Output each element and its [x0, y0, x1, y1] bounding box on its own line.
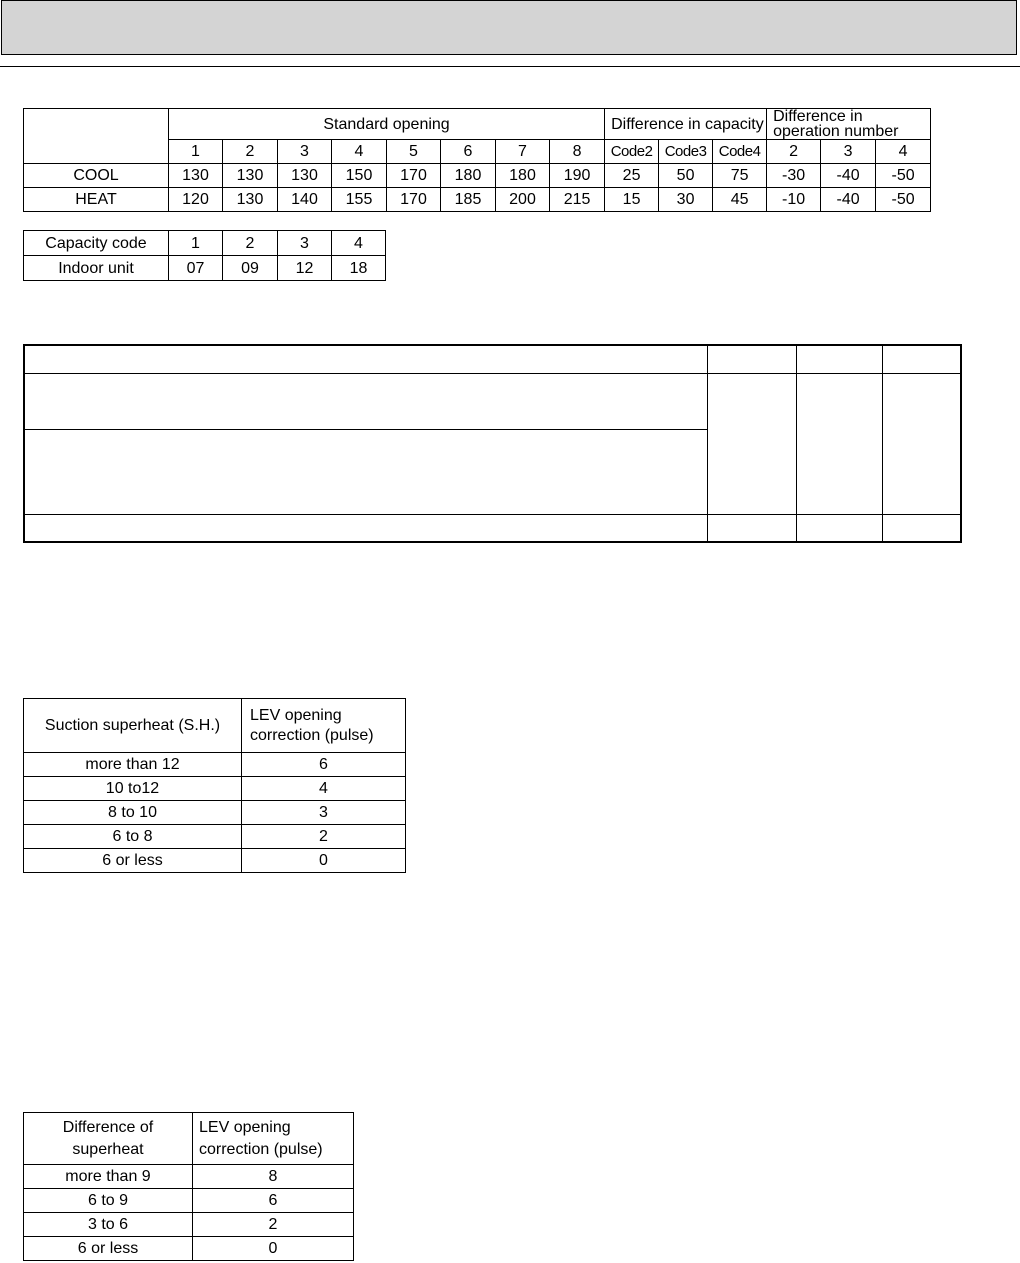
cell: 10 to12: [24, 777, 242, 801]
table-row: [24, 753, 406, 777]
capacity-diff-header: Difference in capacity: [605, 109, 767, 140]
cell: 6 to 8: [24, 825, 242, 849]
table-row: [24, 849, 406, 873]
cell: 3: [242, 801, 406, 825]
cell: 18: [332, 256, 386, 281]
cell: 130: [278, 164, 332, 188]
cell: 6 or less: [24, 849, 242, 873]
cell: more than 9: [24, 1165, 193, 1189]
cell: 30: [659, 188, 713, 212]
empty-cell: [882, 514, 961, 542]
empty-cell: [882, 345, 961, 373]
empty-cell: [796, 514, 882, 542]
cell: -40: [821, 164, 876, 188]
operation-diff-header: Difference in operation number: [767, 109, 931, 140]
cell: 6 or less: [24, 1237, 193, 1261]
cell: 180: [496, 164, 550, 188]
empty-cell: [24, 429, 707, 514]
empty-cell: [796, 345, 882, 373]
table-row: [24, 825, 406, 849]
col-header: 7: [496, 140, 550, 164]
cell: 6: [242, 753, 406, 777]
cell: 45: [713, 188, 767, 212]
cell: 15: [605, 188, 659, 212]
col-header: Suction superheat (S.H.): [24, 699, 242, 753]
cell: 4: [332, 231, 386, 256]
cell: 2: [223, 231, 278, 256]
empty-cell: [707, 514, 796, 542]
col-header: Code3: [659, 140, 713, 164]
cell: 190: [550, 164, 605, 188]
cell: 155: [332, 188, 387, 212]
cell: 75: [713, 164, 767, 188]
suction-superheat-table: [23, 698, 406, 873]
col-header: 3: [278, 140, 332, 164]
cell: 185: [441, 188, 496, 212]
col-header: 3: [821, 140, 876, 164]
empty-grid-table: [23, 344, 962, 543]
cell: 09: [223, 256, 278, 281]
cell: 140: [278, 188, 332, 212]
cell: 4: [242, 777, 406, 801]
col-header: 1: [169, 140, 223, 164]
table-row: [24, 188, 931, 212]
cell: 1: [169, 231, 223, 256]
table-row: [24, 1213, 354, 1237]
table-row: [24, 231, 386, 256]
col-header: 2: [767, 140, 821, 164]
col-header: 2: [223, 140, 278, 164]
cell: 6: [193, 1189, 354, 1213]
cell: 170: [387, 188, 441, 212]
table-row: [24, 801, 406, 825]
cell: 50: [659, 164, 713, 188]
empty-cell: [796, 373, 882, 514]
row-label: Indoor unit: [24, 256, 169, 281]
table-row: [24, 164, 931, 188]
empty-cell: [707, 373, 796, 514]
row-label: Capacity code: [24, 231, 169, 256]
table-row: [24, 1165, 354, 1189]
table-row: [24, 777, 406, 801]
row-label: HEAT: [24, 188, 169, 212]
cell: 3: [278, 231, 332, 256]
table-row: [24, 1189, 354, 1213]
header-bar: [1, 0, 1017, 55]
empty-cell: [707, 345, 796, 373]
empty-cell: [882, 373, 961, 514]
cell: 0: [242, 849, 406, 873]
cell: 12: [278, 256, 332, 281]
cell: -40: [821, 188, 876, 212]
col-header: Difference of superheat: [24, 1113, 193, 1165]
col-header: 4: [876, 140, 931, 164]
cell: 120: [169, 188, 223, 212]
cell: 2: [242, 825, 406, 849]
col-header: 6: [441, 140, 496, 164]
cell: 3 to 6: [24, 1213, 193, 1237]
cell: 200: [496, 188, 550, 212]
cell: 8: [193, 1165, 354, 1189]
standard-opening-header: Standard opening: [169, 109, 605, 140]
cell: -50: [876, 188, 931, 212]
cell: 2: [193, 1213, 354, 1237]
corner-cell: [24, 109, 169, 164]
cell: more than 12: [24, 753, 242, 777]
cell: -50: [876, 164, 931, 188]
cell: 07: [169, 256, 223, 281]
row-label: COOL: [24, 164, 169, 188]
col-header: 8: [550, 140, 605, 164]
cell: -10: [767, 188, 821, 212]
cell: 0: [193, 1237, 354, 1261]
col-header: Code4: [713, 140, 767, 164]
col-header: Code2: [605, 140, 659, 164]
capacity-code-table: [23, 230, 386, 281]
cell: 130: [169, 164, 223, 188]
empty-cell: [24, 514, 707, 542]
cell: 215: [550, 188, 605, 212]
cell: 130: [223, 188, 278, 212]
empty-cell: [24, 373, 707, 429]
empty-cell: [24, 345, 707, 373]
col-header: LEV opening correction (pulse): [193, 1113, 354, 1165]
cell: 150: [332, 164, 387, 188]
cell: -30: [767, 164, 821, 188]
difference-superheat-table: [23, 1112, 354, 1261]
top-divider: [0, 66, 1020, 67]
cell: 25: [605, 164, 659, 188]
lev-opening-table: [23, 108, 931, 212]
cell: 8 to 10: [24, 801, 242, 825]
cell: 6 to 9: [24, 1189, 193, 1213]
cell: 130: [223, 164, 278, 188]
table-row: [24, 1237, 354, 1261]
col-header: LEV opening correction (pulse): [242, 699, 406, 753]
col-header: 5: [387, 140, 441, 164]
table-row: [24, 256, 386, 281]
cell: 180: [441, 164, 496, 188]
col-header: 4: [332, 140, 387, 164]
cell: 170: [387, 164, 441, 188]
